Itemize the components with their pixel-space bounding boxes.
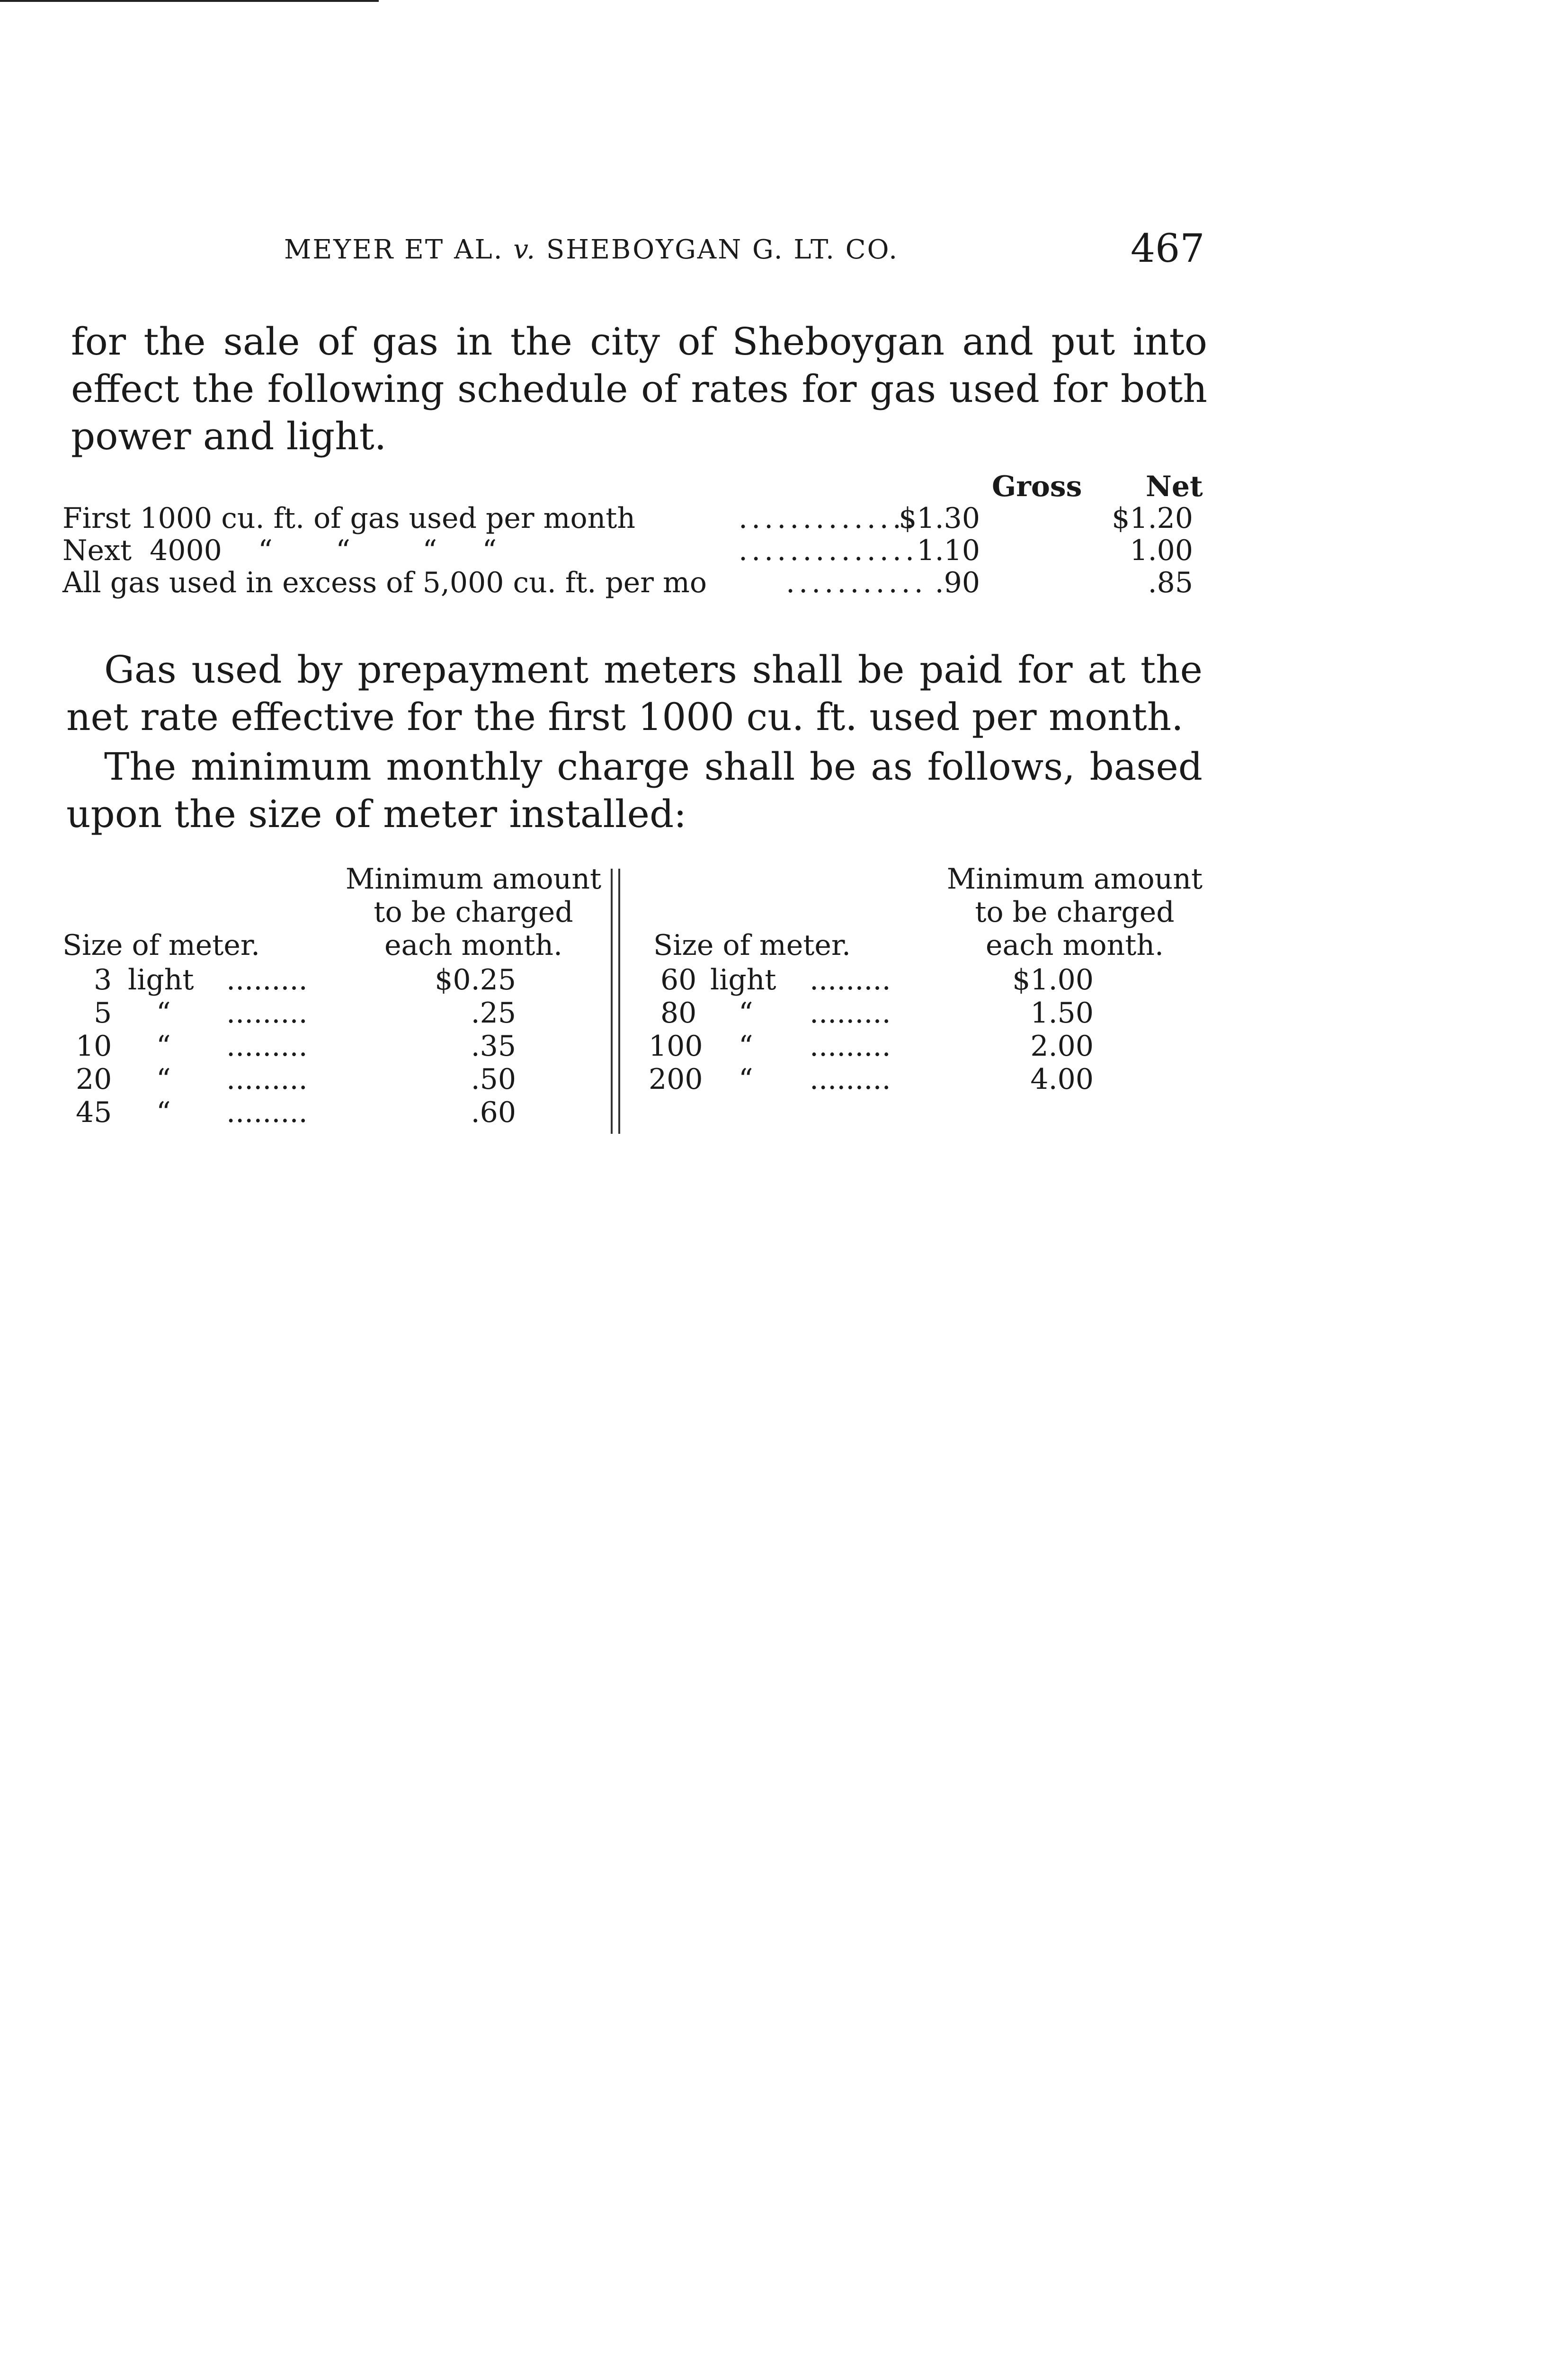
meter-size: 200 (649, 1063, 703, 1096)
meter-leader: ......... (226, 1063, 308, 1096)
meter-amount: .50 (471, 1063, 516, 1096)
rate-row-label: All gas used in excess of 5,000 cu. ft. per mo (62, 566, 707, 599)
rate-header-gross: Gross (992, 470, 1082, 503)
meter-size: 100 (649, 1030, 703, 1063)
rate-row-gross: 1.10 (917, 534, 980, 567)
rate-row-gross: $1.30 (899, 502, 980, 535)
meter-amount: 4.00 (1030, 1063, 1094, 1096)
meter-unit: “ (739, 1030, 753, 1063)
meter-leader: ......... (810, 1063, 891, 1096)
amount-header-line: each month. (985, 929, 1164, 962)
meter-size: 80 (660, 997, 697, 1030)
meter-table-right-size-header: Size of meter. (653, 929, 851, 962)
paragraph-intro: for the sale of gas in the city of Sheboygan and put into effect the following schedule of rates for gas used for both power and light. (71, 320, 1207, 458)
meter-amount: .60 (471, 1096, 516, 1129)
meter-table-left-size-header: Size of meter. (62, 929, 260, 962)
amount-header-line: Minimum amount (345, 863, 602, 896)
meter-size: 45 (76, 1096, 112, 1129)
table-divider-rule (611, 869, 613, 1134)
meter-unit: light (128, 963, 194, 997)
meter-unit: “ (156, 997, 171, 1030)
rate-row-gross: .90 (935, 566, 980, 599)
meter-leader: ......... (810, 963, 891, 997)
meter-leader: ......... (226, 997, 308, 1030)
running-head-left: MEYER ET AL. (284, 234, 504, 265)
meter-table-right-amount-header (909, 863, 1240, 962)
meter-amount: .35 (471, 1030, 516, 1063)
meter-leader: ......... (226, 1096, 308, 1129)
meter-leader: ......... (810, 1030, 891, 1063)
rate-row-net: .85 (1148, 566, 1193, 599)
amount-header-line: to be charged (975, 896, 1175, 929)
rate-row-label: First 1000 cu. ft. of gas used per month (62, 502, 636, 535)
meter-unit: “ (739, 1063, 753, 1096)
running-head-versus: v. (513, 234, 537, 265)
meter-amount: 1.50 (1030, 997, 1094, 1030)
rate-row-label: Next 4000 “ “ “ “ (62, 534, 497, 567)
meter-amount: 2.00 (1030, 1030, 1094, 1063)
top-edge-rule (0, 0, 379, 2)
amount-header-line: to be charged (374, 896, 573, 929)
meter-table-left-amount-header (327, 863, 620, 962)
meter-unit: “ (156, 1063, 171, 1096)
meter-unit: “ (156, 1096, 171, 1129)
meter-size: 5 (94, 997, 112, 1030)
meter-unit: “ (739, 997, 753, 1030)
running-head (284, 234, 899, 265)
meter-size: 20 (76, 1063, 112, 1096)
meter-unit: “ (156, 1030, 171, 1063)
meter-size: 10 (76, 1030, 112, 1063)
rate-header-net: Net (1146, 470, 1203, 503)
amount-header-line: each month. (384, 929, 563, 962)
meter-leader: ......... (226, 963, 308, 997)
rate-row-leader: .............. (739, 534, 918, 567)
rate-row-leader: ........... (786, 566, 927, 599)
rate-row-net: 1.00 (1130, 534, 1193, 567)
meter-leader: ......... (810, 997, 891, 1030)
rate-row-net: $1.20 (1112, 502, 1193, 535)
meter-size: 60 (660, 963, 697, 997)
table-divider-rule (618, 869, 620, 1134)
meter-amount: $1.00 (1012, 963, 1094, 997)
meter-amount: .25 (471, 997, 516, 1030)
page-number: 467 (1131, 226, 1205, 271)
rate-row-leader: .............. (739, 502, 918, 535)
meter-size: 3 (94, 963, 112, 997)
running-head-right: SHEBOYGAN G. LT. CO. (546, 234, 899, 265)
meter-amount: $0.25 (435, 963, 516, 997)
meter-leader: ......... (226, 1030, 308, 1063)
paragraph-minimum-charge: The minimum monthly charge shall be as follows, based upon the size of meter installed: (66, 745, 1203, 836)
meter-unit: light (710, 963, 776, 997)
paragraph-prepayment: Gas used by prepayment meters shall be paid for at the net rate effective for the first 1000 cu. ft. used per month. (66, 648, 1203, 739)
amount-header-line: Minimum amount (946, 863, 1203, 896)
